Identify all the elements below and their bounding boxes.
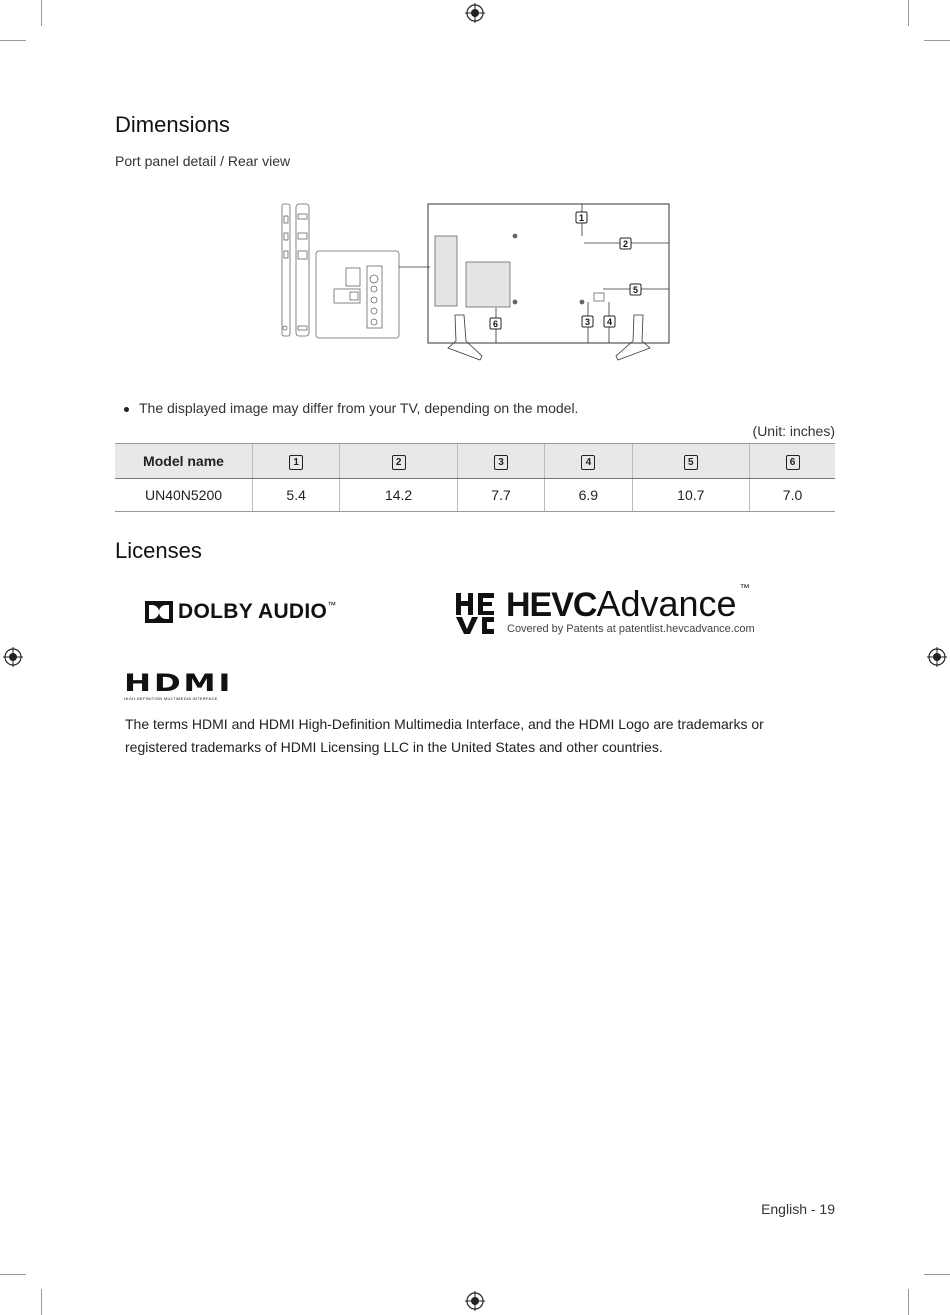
hdmi-logo [124, 669, 234, 701]
column-header [253, 444, 340, 479]
column-number: 2 [392, 455, 406, 470]
column-header [457, 444, 544, 479]
bullet-icon [124, 407, 129, 412]
column-number: 1 [289, 455, 303, 470]
licenses-heading: Licenses [115, 538, 202, 563]
crop-mark [41, 1289, 42, 1315]
hdmi-logo-subtext: HIGH-DEFINITION MULTIMEDIA INTERFACE [124, 696, 218, 701]
hevc-patent-text: Covered by Patents at patentlist.hevcadvance.com [507, 623, 755, 635]
hevc-tm: ™ [739, 583, 750, 594]
column-number: 6 [786, 455, 800, 470]
svg-text:2: 2 [622, 239, 629, 249]
registration-mark-icon [3, 647, 23, 667]
column-header [632, 444, 750, 479]
hevc-advance-text: Advance [596, 583, 737, 624]
svg-text:1: 1 [578, 213, 585, 223]
hevc-main-text: HEVC [506, 586, 597, 624]
crop-mark [908, 1289, 909, 1315]
model-name-header: Model name [115, 444, 253, 479]
column-number: 4 [581, 455, 595, 470]
value-cell: 7.7 [457, 479, 544, 512]
svg-text:3: 3 [584, 317, 591, 327]
column-header [340, 444, 458, 479]
dolby-double-d-icon [145, 601, 173, 623]
registration-mark-icon [465, 1291, 485, 1311]
model-cell: UN40N5200 [115, 479, 253, 512]
registration-mark-icon [927, 647, 947, 667]
hdmi-logo-text: HDMI [124, 669, 234, 697]
dimensions-subtitle: Port panel detail / Rear view [115, 153, 291, 169]
svg-text:6: 6 [492, 319, 499, 329]
unit-label: (Unit: inches) [752, 423, 835, 439]
table-row [115, 479, 835, 512]
value-cell: 5.4 [253, 479, 340, 512]
dimensions-table [115, 443, 835, 512]
crop-mark [0, 1274, 26, 1275]
column-header [545, 444, 632, 479]
column-number: 3 [494, 455, 508, 470]
table-header-row [115, 444, 835, 479]
page-number: English - 19 [761, 1201, 835, 1217]
dimensions-heading: Dimensions [115, 112, 230, 137]
value-cell: 14.2 [340, 479, 458, 512]
registration-mark-icon [465, 3, 485, 23]
dolby-audio-logo [145, 600, 336, 624]
crop-mark [41, 0, 42, 26]
value-cell: 10.7 [632, 479, 750, 512]
tv-rear-view-diagram [278, 198, 678, 368]
column-number: 5 [684, 455, 698, 470]
crop-mark [924, 40, 950, 41]
dolby-tm: ™ [327, 600, 337, 610]
value-cell: 7.0 [750, 479, 835, 512]
column-header [750, 444, 835, 479]
dolby-label: DOLBY AUDIO [178, 600, 328, 623]
crop-mark [908, 0, 909, 26]
hdmi-trademark-text: The terms HDMI and HDMI High-Definition Multimedia Interface, and the HDMI Logo are trademarks or registered trademarks of HDMI Licensing LLC in the United States and other countries. [125, 716, 764, 755]
hevc-emblem-icon [456, 593, 498, 635]
crop-mark [924, 1274, 950, 1275]
value-cell: 6.9 [545, 479, 632, 512]
crop-mark [0, 40, 26, 41]
note-text: The displayed image may differ from your TV, depending on the model. [139, 400, 579, 416]
svg-text:5: 5 [632, 285, 639, 295]
svg-text:4: 4 [606, 317, 613, 327]
